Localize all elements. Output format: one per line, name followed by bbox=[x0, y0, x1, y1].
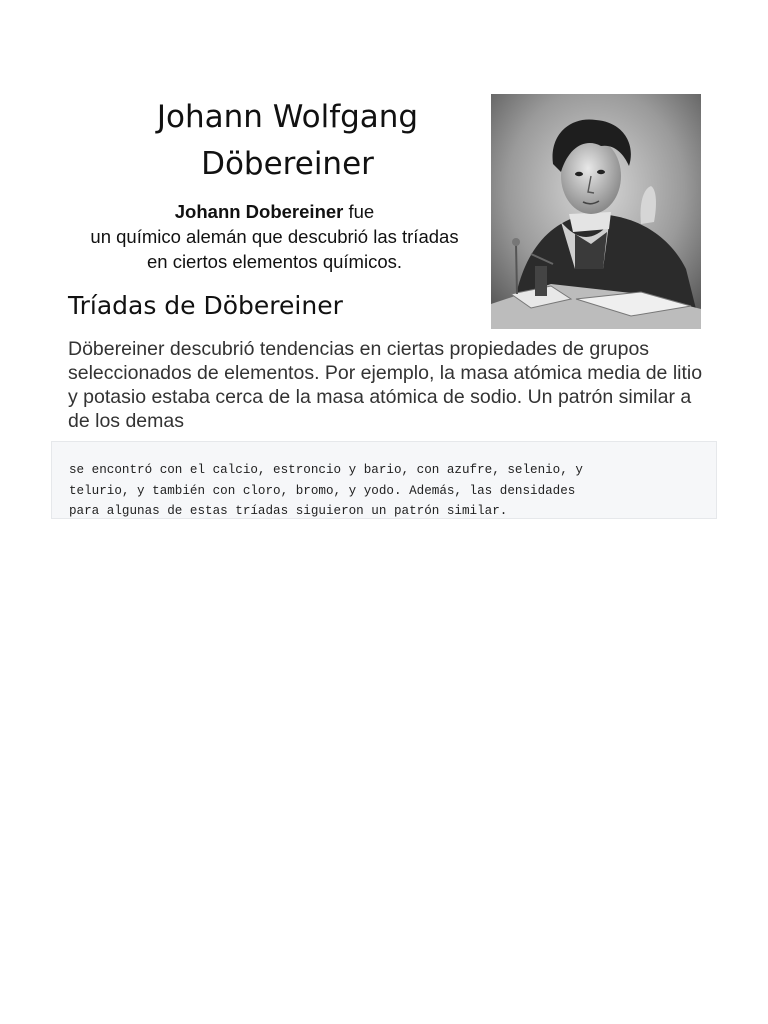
title-line-1: Johann Wolfgang bbox=[156, 99, 419, 135]
intro-line-3: en ciertos elementos químicos. bbox=[146, 251, 402, 272]
intro-after-name: fue bbox=[343, 201, 375, 222]
code-line-2: telurio, y también con cloro, bromo, y yodo. Además, las densidades bbox=[69, 483, 576, 498]
code-text bbox=[69, 460, 583, 522]
portrait-image bbox=[491, 94, 701, 329]
intro-text bbox=[62, 199, 487, 274]
section-paragraph: Döbereiner descubrió tendencias en ciertas propiedades de grupos seleccionados de elementos. Por ejemplo, la masa atómica media de litio y potasio estaba cerca de la masa atómica de sodio. Un patrón similar a de los demas bbox=[68, 338, 703, 432]
code-line-3: para algunas de estas tríadas siguieron un patrón similar. bbox=[69, 504, 508, 518]
page-title bbox=[90, 94, 485, 188]
code-line-1: se encontró con el calcio, estroncio y bario, con azufre, selenio, y bbox=[69, 463, 583, 477]
intro-name: Johann Dobereiner bbox=[174, 201, 344, 222]
title-line-2: Döbereiner bbox=[201, 146, 374, 182]
code-block bbox=[51, 441, 717, 519]
section-heading: Tríadas de Döbereiner bbox=[68, 291, 343, 320]
intro-line-2: un químico alemán que descubrió las tríadas bbox=[90, 226, 459, 247]
